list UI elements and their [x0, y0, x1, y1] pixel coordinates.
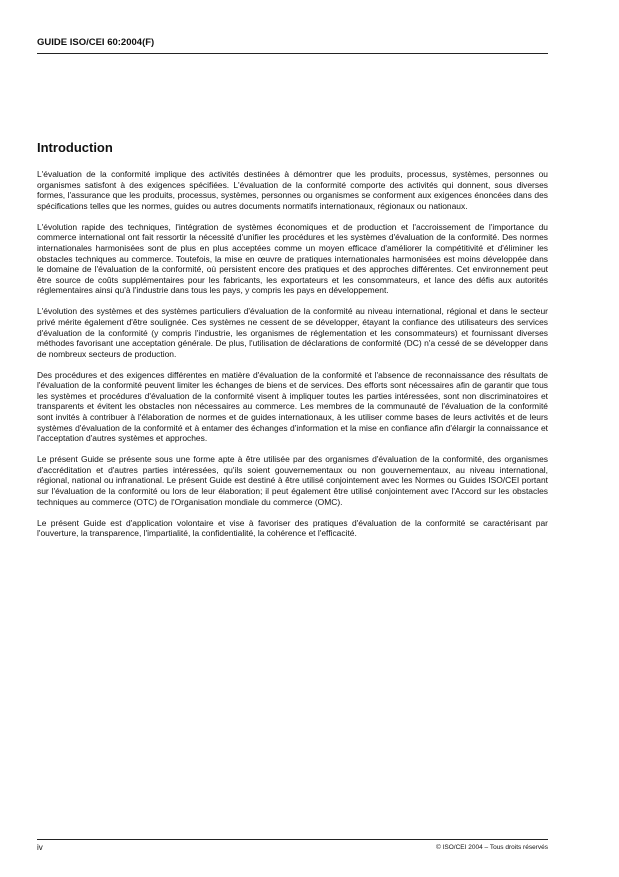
- page-number: iv: [37, 843, 43, 852]
- paragraph: L'évaluation de la conformité implique des activités destinées à démontrer que les produits, processus, systèmes, personnes ou organismes satisfont à des exigences spécifiées. L'évaluation de la conformité comporte des activités qui donnent, sous diverses formes, l'assurance que les produits, processus, systèmes, personnes ou organismes se conforment aux exigences énoncées dans des spécifications telles que les normes, guides ou autres documents normatifs internationaux, régionaux ou nationaux.: [37, 169, 548, 211]
- body-text: [37, 169, 548, 549]
- paragraph: L'évolution des systèmes et des systèmes particuliers d'évaluation de la conformité au niveau international, régional et dans le secteur privé mérite également d'être soulignée. Ces systèmes ne cessent de se développer, étayant la confiance des utilisateurs des services d'évaluation de la conformité (y compris l'industrie, les organismes de réglementation et les consommateurs) et fournissant diverses méthodes favorisant une acceptation générale. De plus, l'utilisation de déclarations de conformité (DC) n'a cessé de se développer dans de nombreux secteurs de production.: [37, 306, 548, 359]
- paragraph: L'évolution rapide des techniques, l'intégration de systèmes économiques et de production et l'accroissement de l'importance du commerce international ont fait ressortir la nécessité d'unifier les procédures et les systèmes d'évaluation de la conformité. Des normes internationales harmonisées sont de plus en plus acceptées comme un moyen efficace d'améliorer la compétitivité et d'éliminer les obstacles techniques au commerce. Toutefois, la mise en œuvre de pratiques internationales harmonisées est moins développée dans le domaine de l'évaluation de la conformité, où persistent encore des pratiques et des approches différentes. Cet environnement peut être source de coûts supplémentaires pour les fabricants, les exportateurs et les consommateurs, et lance des défis aux autorités réglementaires ainsi qu'à l'industrie dans tous les pays, y compris les pays en développement.: [37, 221, 548, 296]
- copyright-notice: © ISO/CEI 2004 – Tous droits réservés: [436, 844, 548, 851]
- paragraph: Le présent Guide est d'application volontaire et vise à favoriser des pratiques d'évaluation de la conformité se caractérisant par l'ouverture, la transparence, l'impartialité, la confidentialité, la cohérence et l'efficacité.: [37, 517, 548, 539]
- header-rule: [37, 53, 548, 54]
- footer-rule: [37, 839, 548, 840]
- paragraph: Le présent Guide se présente sous une forme apte à être utilisée par des organismes d'évaluation de la conformité, des organismes d'accréditation et d'autres parties intéressées, qu'ils soient gouvernementaux ou non gouvernementaux, au niveau international, régional, national ou infranational. Le présent Guide est destiné à être utilisé conjointement avec les Normes ou Guides ISO/CEI portant sur l'évaluation de la conformité ou lors de leur élaboration; il peut également être utilisé conjointement avec l'Accord sur les obstacles techniques au commerce (OTC) de l'Organisation mondiale du commerce (OMC).: [37, 454, 548, 507]
- paragraph: Des procédures et des exigences différentes en matière d'évaluation de la conformité et l'absence de reconnaissance des résultats de l'évaluation de la conformité peuvent limiter les échanges de biens et de services. Des efforts sont nécessaires afin de garantir que tous les systèmes et procédures d'évaluation de la conformité visent à impliquer toutes les parties intéressées, sont non discriminatoires et transparents et évitent les obstacles non nécessaires au commerce. Les membres de la communauté de l'évaluation de la conformité sont invités à contribuer à l'élaboration de normes et de guides internationaux, à les utiliser comme bases de leurs activités et de leurs systèmes d'évaluation de la conformité et à entamer des échanges d'information et la mise en confiance afin d'élargir la connaissance et l'acceptation d'autres systèmes et approches.: [37, 369, 548, 444]
- running-header: GUIDE ISO/CEI 60:2004(F): [37, 37, 155, 48]
- section-title: Introduction: [37, 140, 113, 155]
